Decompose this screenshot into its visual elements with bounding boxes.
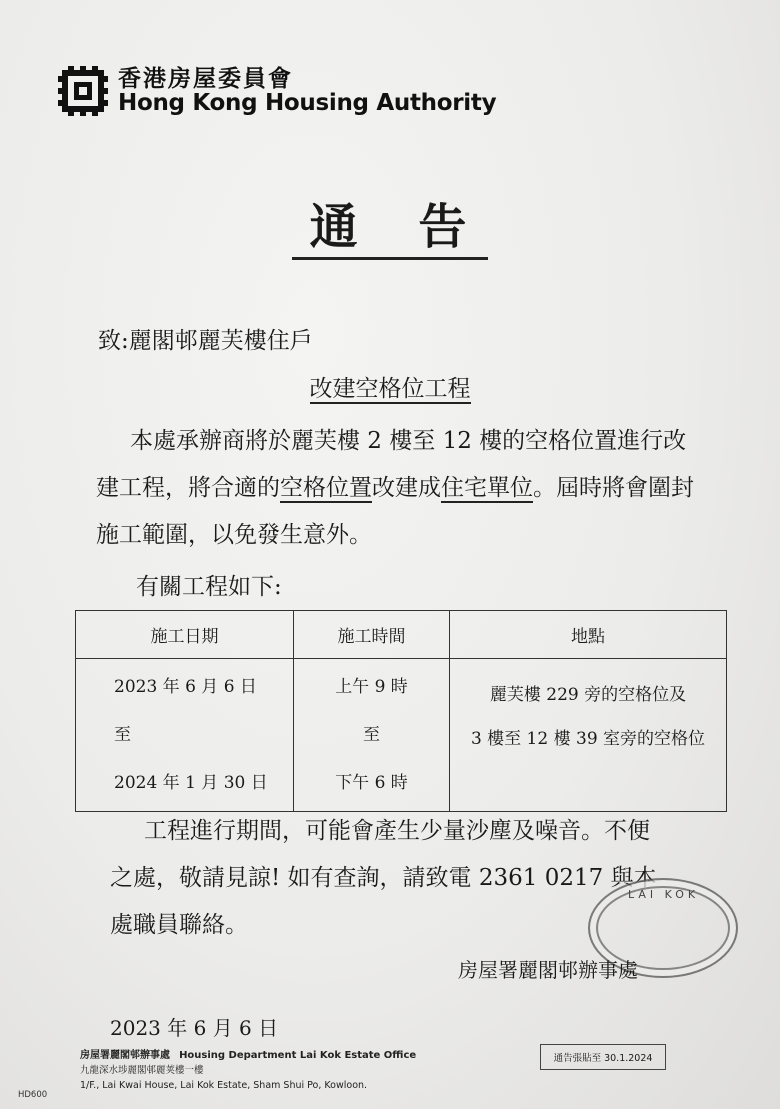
- main-paragraph: [96, 418, 696, 559]
- para1-part-c: 改建成: [372, 475, 441, 501]
- expiry-box: [540, 1044, 666, 1070]
- header-location: 地點: [450, 611, 727, 659]
- schedule-table: [75, 610, 727, 812]
- form-code: HD600: [18, 1090, 48, 1100]
- location-cell: [450, 659, 727, 812]
- para1-part-a: 本處承辦商將於麗芙樓 2 樓至 12 樓的空格位置進行改建工程，將合適的: [96, 428, 687, 501]
- time-end: 下午 6 時: [335, 773, 408, 793]
- notice-title-text: 通 告: [292, 199, 489, 260]
- closing-paragraph: 工程進行期間，可能會產生少量沙塵及噪音。不便之處，敬請見諒! 如有查詢，請致電 2361 0217 與本處職員聯絡。: [110, 818, 657, 938]
- subject-heading: [0, 370, 780, 403]
- subject-text: 改建空格位工程: [309, 376, 471, 402]
- office-signature: 房屋署麗閣邨辦事處: [458, 958, 638, 982]
- schedule-row: [76, 659, 727, 812]
- header-date: 施工日期: [76, 611, 294, 659]
- para1-underlined-unit: 住宅單位: [441, 475, 533, 501]
- org-name-en: Hong Kong Housing Authority: [118, 90, 497, 116]
- footer-office-zh: 房屋署麗閣邨辦事處: [80, 1050, 170, 1061]
- footer-address-zh: 九龍深水埗麗閣邨麗荚樓一樓: [80, 1065, 204, 1076]
- expiry-text: 通告張貼至 30.1.2024: [553, 1053, 653, 1064]
- org-name-zh: 香港房屋委員會: [118, 65, 293, 92]
- stamp-text: LAI KOK: [628, 888, 700, 901]
- housing-authority-logo-icon: [58, 66, 108, 116]
- location-line-2: 3 樓至 12 樓 39 室旁的空格位: [470, 729, 706, 749]
- footer-address: [80, 1048, 416, 1093]
- date-start: 2023 年 6 月 6 日: [114, 677, 257, 697]
- footer-address-en: 1/F., Lai Kwai House, Lai Kok Estate, Sham Shui Po, Kowloon.: [80, 1080, 368, 1091]
- location-line-1: 麗芙樓 229 旁的空格位及: [489, 685, 687, 705]
- footer-office-en: Housing Department Lai Kok Estate Office: [179, 1050, 417, 1061]
- schedule-header-row: [76, 611, 727, 659]
- para1-part-e: 。屆時將會圍封施工範圍，以免發生意外。: [96, 475, 694, 548]
- notice-date: 2023 年 6 月 6 日: [110, 1016, 279, 1040]
- time-to: 至: [363, 725, 380, 745]
- notice-title: [0, 188, 780, 257]
- schedule-intro: 有關工程如下:: [136, 574, 282, 600]
- time-start: 上午 9 時: [335, 677, 408, 697]
- date-end: 2024 年 1 月 30 日: [114, 773, 268, 793]
- header-logo: [58, 66, 496, 116]
- date-to: 至: [114, 725, 131, 745]
- recipient-line: 致:麗閣邨麗芙樓住戶: [98, 328, 313, 354]
- time-cell: [294, 659, 450, 812]
- date-cell: [76, 659, 294, 812]
- para1-underlined-space: 空格位置: [280, 475, 372, 501]
- header-time: 施工時間: [294, 611, 450, 659]
